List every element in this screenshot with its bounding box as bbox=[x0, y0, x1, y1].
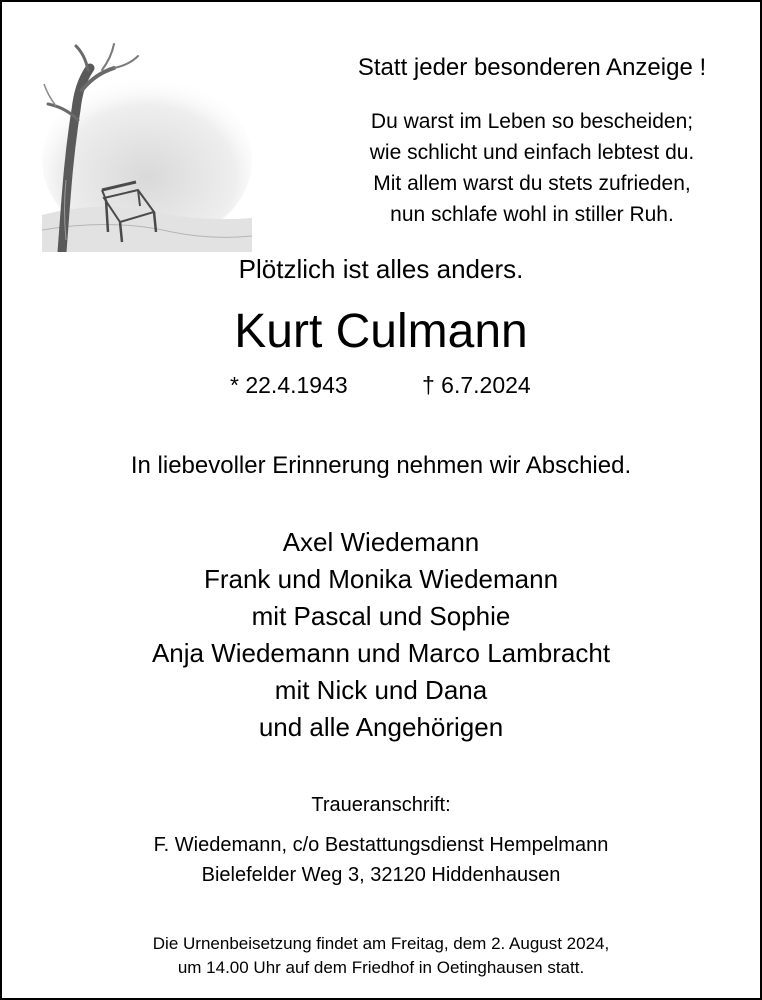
burial-service-info bbox=[2, 932, 760, 980]
farewell-text: In liebevoller Erinnerung nehmen wir Abschied. bbox=[130, 452, 632, 479]
mourner-line: Frank und Monika Wiedemann bbox=[203, 564, 559, 594]
death-date: † 6.7.2024 bbox=[422, 372, 531, 398]
mourner-line: Anja Wiedemann und Marco Lambracht bbox=[151, 638, 611, 668]
notice-heading: Statt jeder besonderen Anzeige ! bbox=[357, 54, 707, 81]
poem-line: Mit allem warst du stets zufrieden, bbox=[373, 172, 691, 195]
intro-text: Plötzlich ist alles anders. bbox=[238, 254, 524, 284]
poem bbox=[302, 106, 762, 230]
mourner-line: mit Pascal und Sophie bbox=[251, 601, 511, 631]
service-line: um 14.00 Uhr auf dem Friedhof in Oetinghausen statt. bbox=[177, 958, 585, 977]
poem-line: nun schlafe wohl in stiller Ruh. bbox=[390, 203, 674, 226]
mourner-line: mit Nick und Dana bbox=[274, 675, 488, 705]
mourning-address bbox=[2, 830, 760, 890]
service-line: Die Urnenbeisetzung findet am Freitag, dem 2. August 2024, bbox=[152, 934, 610, 953]
address-label: Traueranschrift: bbox=[311, 794, 451, 816]
deceased-name: Kurt Culmann bbox=[234, 305, 528, 358]
address-line: F. Wiedemann, c/o Bestattungsdienst Hempelmann bbox=[153, 834, 609, 856]
mourners-list bbox=[2, 524, 760, 746]
tree-and-bench-illustration bbox=[42, 40, 252, 252]
address-line: Bielefelder Weg 3, 32120 Hiddenhausen bbox=[201, 864, 561, 886]
mourner-line: Axel Wiedemann bbox=[282, 527, 480, 557]
poem-line: wie schlicht und einfach lebtest du. bbox=[369, 141, 695, 164]
mourner-line: und alle Angehörigen bbox=[258, 712, 504, 742]
birth-date: * 22.4.1943 bbox=[230, 372, 348, 398]
poem-line: Du warst im Leben so bescheiden; bbox=[370, 110, 694, 133]
